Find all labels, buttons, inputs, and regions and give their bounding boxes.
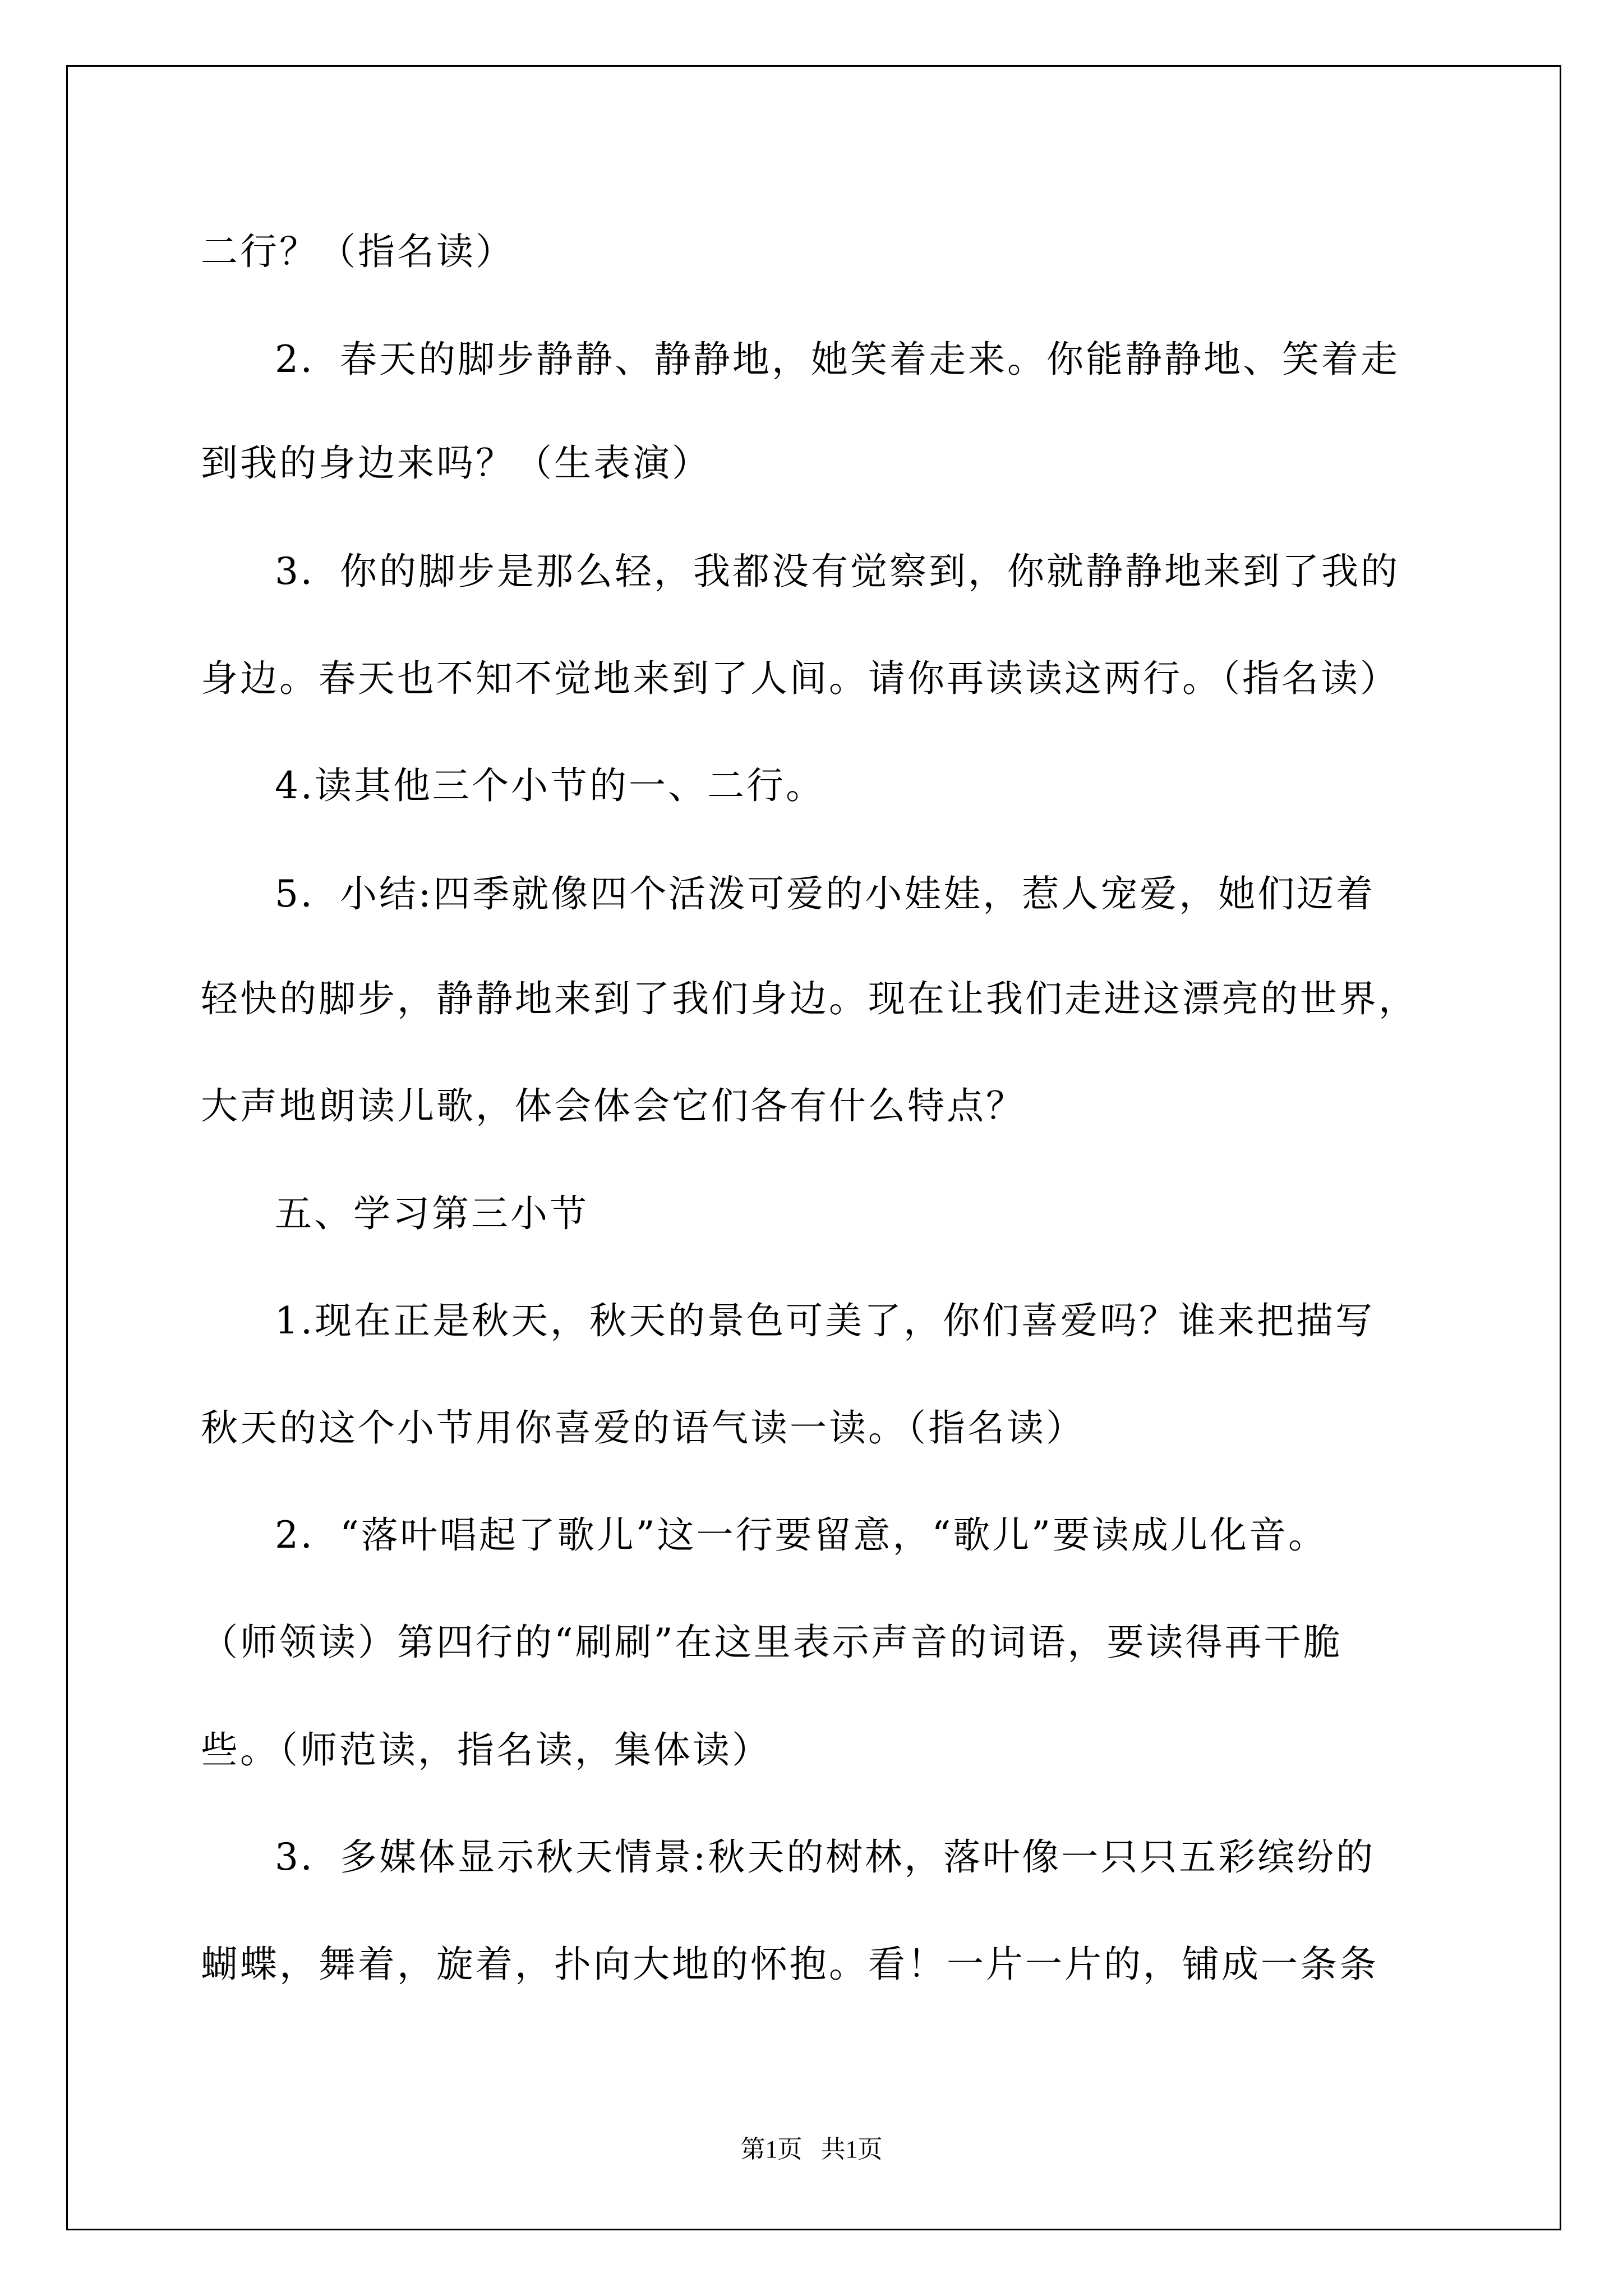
page-border	[66, 65, 1561, 2230]
text-line: 到我的身边来吗？（生表演）	[201, 441, 711, 485]
section-heading: 五、学习第三小节	[275, 1192, 589, 1235]
text-line: 3．多媒体显示秋天情景:秋天的树林，落叶像一只只五彩缤纷的	[275, 1835, 1376, 1879]
text-line: 2．春天的脚步静静、静静地，她笑着走来。你能静静地、笑着走	[275, 338, 1400, 381]
text-line: 大声地朗读儿歌，体会体会它们各有什么特点？	[201, 1084, 1025, 1128]
text-line: 身边。春天也不知不觉地来到了人间。请你再读读这两行。（指名读）	[201, 657, 1399, 700]
text-line: 秋天的这个小节用你喜爱的语气读一读。（指名读）	[201, 1406, 1085, 1450]
text-line: 些。（师范读，指名读，集体读）	[201, 1728, 771, 1772]
text-line: 1.现在正是秋天，秋天的景色可美了，你们喜爱吗？谁来把描写	[275, 1299, 1375, 1342]
text-line: 4.读其他三个小节的一、二行。	[275, 764, 825, 807]
text-line: 蝴蝶，舞着，旋着，扑向大地的怀抱。看！一片一片的，铺成一条条	[201, 1943, 1378, 1986]
text-line: （师领读）第四行的“刷刷”在这里表示声音的词语，要读得再干脆	[201, 1621, 1343, 1664]
text-line: 3．你的脚步是那么轻，我都没有觉察到，你就静静地来到了我的	[275, 550, 1400, 593]
page-number-footer: 第1页 共1页	[740, 2136, 883, 2163]
text-line: 2．“落叶唱起了歌儿”这一行要留意，“歌儿”要读成儿化音。	[275, 1513, 1327, 1557]
text-line: 轻快的脚步，静静地来到了我们身边。现在让我们走进这漂亮的世界，	[201, 977, 1418, 1020]
text-line: 二行？（指名读）	[201, 230, 515, 273]
text-line: 5．小结:四季就像四个活泼可爱的小娃娃，惹人宠爱，她们迈着	[275, 872, 1376, 915]
